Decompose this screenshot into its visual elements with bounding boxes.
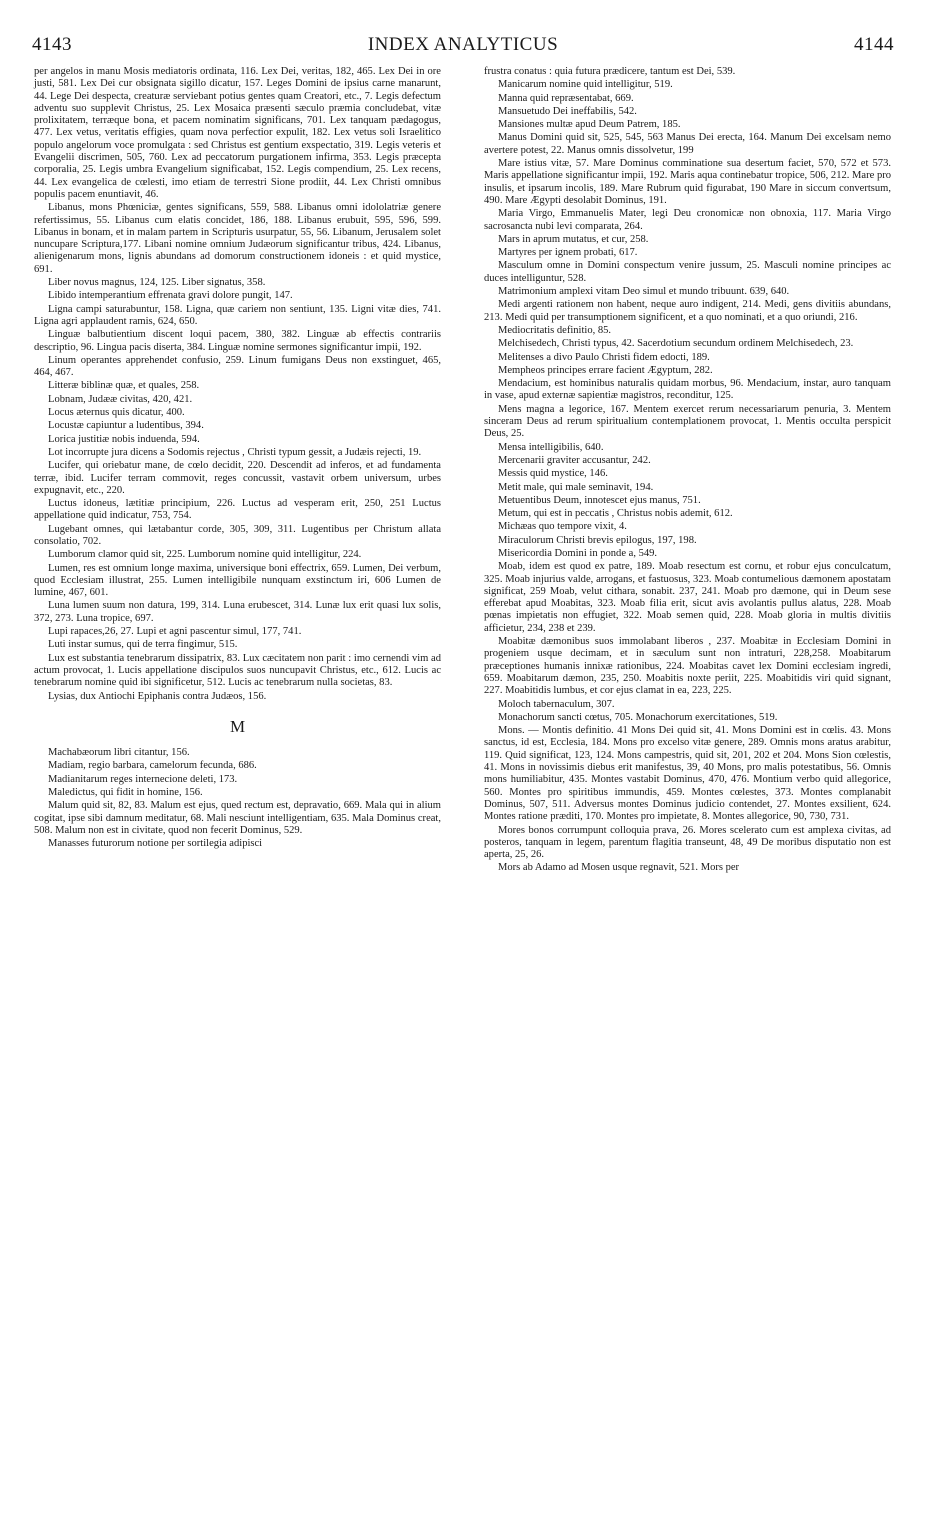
index-entry: Mempheos principes errare facient Ægyptum, 282. <box>498 364 713 376</box>
index-entry: Manna quid repræsentabat, 669. <box>498 92 634 104</box>
index-entry: Michæas quo tempore vixit, 4. <box>498 521 627 533</box>
index-entry: Lot incorrupte jura dicens a Sodomis rejectus , Christi typum gessit, a Judæis rejecti, 19. <box>48 446 422 458</box>
index-entry: Moabitæ dæmonibus suos immolabant liberos , 237. Moabitæ in Ecclesiam Domini in progeniem usque decimam, et in sæculum sunt non intraturi, 228,258. Moabitarum præceptiones humanis innixæ rationibus, 224. Moabitas cavet lex Domini ecclesiam ingredi, 659. Moabitarum dæmon, 235, 250. Moabitis noxte periit, 225. Moabitidis viri quid signant, 227. Moabitidis lumbus, et cor ejus clamat in ea, 223, 225. <box>484 636 891 697</box>
index-entry: Malum quid sit, 82, 83. Malum est ejus, qued rectum est, depravatio, 669. Mala qui in alium cogitat, ipse sibi damnum meditatur, 68. Mali nesciunt intelligentiam, 635. Mala Dominus creat, 508. Malum non est in civitate, quod non fecerit Dominus, 529. <box>34 800 441 836</box>
index-entry: Mensa intelligibilis, 640. <box>498 441 604 453</box>
index-entry: Luctus idoneus, lætitiæ principium, 226. Luctus ad vesperam erit, 250, 251 Luctus appellatione quid indicatur, 753, 754. <box>34 498 441 522</box>
index-entry: Mores bonos corrumpunt colloquia prava, 26. Mores scelerato cum est amplexa civitas, ad posteros, tanquam in legem, parentum flagitia transeunt, 48, 49 De moribus disputatio non est aperta, 25, 26. <box>484 824 891 861</box>
index-entry: Manasses futurorum notione per sortilegia adipisci <box>48 838 263 850</box>
index-entry: Metuentibus Deum, innotescet ejus manus, 751. <box>498 494 701 506</box>
right-column-entries <box>484 66 891 875</box>
index-entry: Melchisedech, Christi typus, 42. Sacerdotium secundum ordinem Melchisedech, 23. <box>498 338 854 350</box>
left-column <box>34 66 441 852</box>
index-entry: Metit male, qui male seminavit, 194. <box>498 481 654 493</box>
page-number-right: 4144 <box>854 34 894 55</box>
index-entry: Lux est substantia tenebrarum dissipatrix, 83. Lux cæcitatem non parit : imo cernendi vim ad actum provocat, 1. Lucis appellatione discipulos suos nuncupavit Christus, etc., 612. Lucis ac tenebrarum nomine quid ibi significetur, 512. Lucis ac tenebrarum nulla societas, 83. <box>34 652 441 689</box>
section-letter: M <box>229 716 246 736</box>
running-title: INDEX ANALYTICUS <box>367 34 559 55</box>
index-entry: Lumborum clamor quid sit, 225. Lumborum nomine quid intelligitur, 224. <box>48 549 362 561</box>
index-entry: Lumen, res est omnium longe maxima, universique boni effectrix, 659. Lumen, Dei verbum, quod Ecclesiam illustrat, 255. Lumen intelligibile nunquam exstinctum iri, 606 Lumen de lumine, 467, 601. <box>34 562 441 599</box>
index-entry: frustra conatus : quia futura prædicere, tantum est Dei, 539. <box>484 66 736 77</box>
index-entry: Locus æternus quis dicatur, 400. <box>48 407 185 419</box>
index-entry: Lysias, dux Antiochi Epiphanis contra Judæos, 156. <box>48 690 267 702</box>
index-entry: Lorica justitiæ nobis induenda, 594. <box>48 433 200 445</box>
index-entry: Lupi rapaces,26, 27. Lupi et agni pascentur simul, 177, 741. <box>48 626 302 638</box>
index-entry: per angelos in manu Mosis mediatoris ordinata, 116. Lex Dei, veritas, 182, 465. Lex Dei in ore justi, 581. Lex Dei cur obsignata sigillo dicatur, 157. Leges Domini de ipsius carne manarunt, 44. Lege Dei despecta, creaturæ serviebant potius gentes quam Creatori, etc., 7. Legis defectum adventu suo supplevit Christus, 25. Lex Mosaica præsenti sæculo præmia concludebat, vitæ prolixitatem, terræque bona, et pacem nominatim significans, 701. Lex tanquam pædagogus, 477. Lex vetus, veritatis effigies, quam nova perfectior expulit, 182. Lex vetus soli Israelitico populo angelorum voce promulgata : sed Christus est gentium exspectatio, 319. Legis veteris et Evangelii discrimen, 505, 760. Lex ad peccatorum purgationem infirma, 353. Legis præcepta corporalia, 25. Legis umbra Evangelium significabat, 152. Legis compendium, 25. Lex recens, 44. Lex evangelica de cœlesti, imo etiam de terrestri Sione prodiit, 44. Lex Christi omnibus populis pacem enuntiavit, 46. <box>34 66 441 200</box>
index-entry: Madiam, regio barbara, camelorum fecunda, 686. <box>48 760 257 772</box>
index-entry: Mons. — Montis definitio. 41 Mons Dei quid sit, 41. Mons Domini est in cœlis. 43. Mons sanctus, id est, Ecclesia, 184. Mons pro excelso vitæ genere, 289. Omnis mons aratus arabitur, 119. Quid significat, 123, 124. Mons campestris, quid sit, 201, 202 et 204. Mons Sion cœlestis, 41. Mons in novissimis diebus erit manifestus, 39, 40 Mons, pro malis potestatibus, 56. Omnis mons humiliabitur, 435. Montes vastabit Dominus, 470, 476. Montium verbo quid allegorice, 560. Montes pro spiritibus immundis, 459. Montes cœlestes, 373. Montes complanabit Dominus, 507, 511. Adversus montes Dominus judicio contendet, 27. Montes exsilient, 624. Montes ratione præditi, 170. Montes pro impietate, 8. Montes allegorice, 90, 730, 731. <box>484 725 891 823</box>
index-entry: Libido intemperantium effrenata gravi dolore pungit, 147. <box>48 290 293 302</box>
index-entry: Lobnam, Judææ civitas, 420, 421. <box>48 393 193 405</box>
index-entry: Maria Virgo, Emmanuelis Mater, legi Deu cronomicæ non obnoxia, 117. Maria Virgo sacrosancta nubi levi comparata, 264. <box>484 208 891 232</box>
index-entry: Moab, idem est quod ex patre, 189. Moab resectum est cornu, et robur ejus conculcatum, 325. Moab injurius valde, arrogans, et fastuosus, 323. Moab contumelious dæmonem apostatam significat, 259 Moab, velut cithara, sonabit. 237, 241. Moab pro dæmone, qui in Deum sese efferebat apud Moabitas, 323. Moab filia erit, sicut avis avolantis pullus alatus, 228. Moab pœnas impietatis non effugiet, 322. Moab semen quid, 228. Moab gloria in multis divitiis afficietur, 234, 238 et 239. <box>484 561 891 634</box>
index-entry: Moloch tabernaculum, 307. <box>498 698 615 710</box>
index-entry: Manicarum nomine quid intelligitur, 519. <box>498 79 673 91</box>
index-entry: Linum operantes apprehendet confusio, 259. Linum fumigans Deus non exstinguet, 465, 464, 467. <box>34 354 441 379</box>
index-entry: Mansiones multæ apud Deum Patrem, 185. <box>498 119 681 131</box>
index-entry: Mansuetudo Dei ineffabilis, 542. <box>498 105 637 117</box>
index-entry: Machabæorum libri citantur, 156. <box>48 747 190 759</box>
page-number-left: 4143 <box>32 34 72 55</box>
index-entry: Maledictus, qui fidit in homine, 156. <box>48 787 203 799</box>
index-entry: Lucifer, qui oriebatur mane, de cœlo decidit, 220. Descendit ad inferos, et ad fundamenta terræ, ibid. Lucifer terram commovit, reges concussit, vastavit orbem universum, urbes expugnavit, etc., 220. <box>34 460 441 496</box>
index-entry: Mercenarii graviter accusantur, 242. <box>498 454 651 466</box>
index-entry: Miraculorum Christi brevis epilogus, 197, 198. <box>498 534 697 546</box>
index-entry: Ligna campi saturabuntur, 158. Ligna, quæ cariem non sentiunt, 135. Ligni vitæ dies, 741. Ligna agri applaudent ramis, 624, 650. <box>34 303 441 327</box>
left-column-entries-m <box>34 747 441 850</box>
index-entry: Monachorum sancti cœtus, 705. Monachorum exercitationes, 519. <box>498 711 778 723</box>
index-entry: Mars in aprum mutatus, et cur, 258. <box>498 233 649 245</box>
index-entry: Misericordia Domini in ponde a, 549. <box>498 547 658 559</box>
index-entry: Lugebant omnes, qui lætabantur corde, 305, 309, 311. Lugentibus per Christum allata consolatio, 702. <box>34 523 441 547</box>
index-entry: Messis quid mystice, 146. <box>498 468 608 480</box>
index-entry: Masculum omne in Domini conspectum venire jussum, 25. Masculi nomine principes ac duces intelliguntur, 528. <box>484 260 891 284</box>
index-entry: Matrimonium amplexi vitam Deo simul et mundo tribuunt. 639, 640. <box>498 286 790 298</box>
index-entry: Luna lumen suum non datura, 199, 314. Luna erubescet, 314. Lunæ lux erit quasi lux solis, 372, 273. Luna tropice, 697. <box>34 600 441 624</box>
index-entry: Mens magna a legorice, 167. Mentem exercet rerum necessariarum penuria, 3. Mentem sinceram Deus ad rerum spiritualium contemplationem provocat, 1. Mentis occulta perspicit Deus, 25. <box>484 403 891 440</box>
index-entry: Mors ab Adamo ad Mosen usque regnavit, 521. Mors per <box>498 862 740 874</box>
left-column-entries-l <box>34 66 441 703</box>
index-entry: Manus Domini quid sit, 525, 545, 563 Manus Dei erecta, 164. Manum Dei excelsam nemo avertere potest, 22. Manus omnis dissolvetur, 199 <box>484 132 891 156</box>
index-entry: Locustæ capiuntur a ludentibus, 394. <box>48 420 204 432</box>
index-entry: Luti instar sumus, qui de terra fingimur, 515. <box>48 639 238 651</box>
index-entry: Melitenses a divo Paulo Christi fidem edocti, 189. <box>498 351 710 363</box>
index-entry: Metum, qui est in peccatis , Christus nobis ademit, 612. <box>498 508 733 520</box>
index-entry: Martyres per ignem probati, 617. <box>498 247 638 259</box>
index-entry: Litteræ biblinæ quæ, et quales, 258. <box>48 380 200 392</box>
index-entry: Liber novus magnus, 124, 125. Liber signatus, 358. <box>48 277 266 289</box>
index-entry: Mendacium, est hominibus naturalis quidam morbus, 96. Mendacium, instar, auro tanquam in vase, apud externæ sapientiæ magistros, reconditur, 125. <box>484 378 891 402</box>
page-header <box>32 34 894 58</box>
index-entry: Madianitarum reges internecione deleti, 173. <box>48 773 238 785</box>
index-entry: Medi argenti rationem non habent, neque auro indigent, 214. Medi, gens divitiis abundans, 213. Medi quid per transumptionem significent, et a quo nominati, et a quo oriundi, 216. <box>484 299 891 323</box>
index-entry: Libanus, mons Phœniciæ, gentes significans, 559, 588. Libanus omni idololatriæ genere refertissimus, 55. Libanus cum elatis concidet, 186, 188. Libanus erubuit, 595, 596, 599. Libanus in bonam, et in malam partem in Scripturis usurpatur, 55, 56. Libanum, Jerusalem solet nuncupare Scriptura,177. Libani nomine omnium Judæorum significantur tribus, 424. Libanus, alienigenarum mons, lignis abundans ad domorum constructionem idoneis : et quid mystice, 691. <box>34 202 441 275</box>
right-column <box>484 66 891 876</box>
index-entry: Linguæ balbutientium discent loqui pacem, 380, 382. Linguæ ab effectis contrariis descriptio, 96. Lingua pacis diserta, 384. Linguæ nomine sermones significantur impii, 192. <box>34 329 441 353</box>
index-entry: Mare istius vitæ, 57. Mare Dominus comminatione sua desertum faciet, 570, 572 et 573. Maris appellatione significantur impii, 192. Maris aqua continebatur tropice, 506, 212. Mare pro insulis, et ipsarum incolis, 189. Mare Rubrum quid figurabat, 190 Mare in siccum convertsum, 490. Mare Ægypti desolabit Dominus, 191. <box>484 158 891 206</box>
index-entry: Mediocritatis definitio, 85. <box>498 324 612 336</box>
